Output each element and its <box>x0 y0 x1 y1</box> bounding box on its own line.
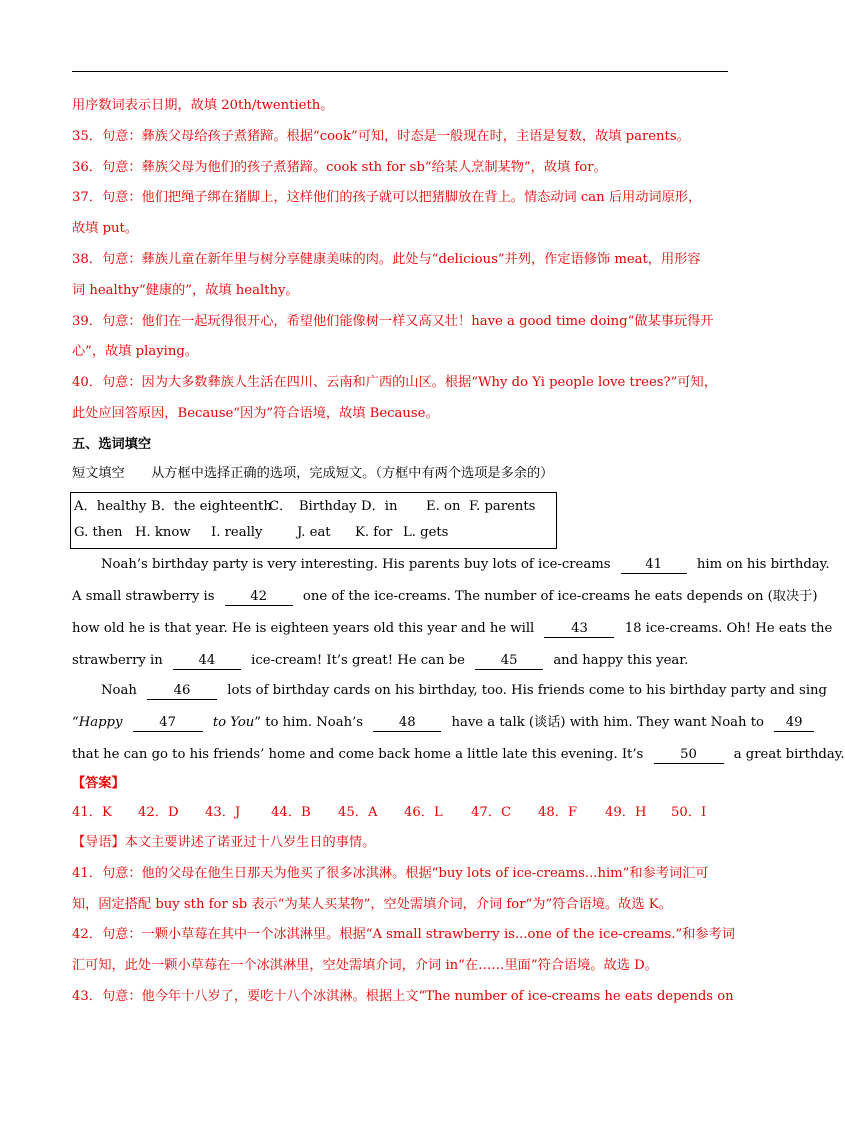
option-h: H. know <box>135 525 191 540</box>
blank-45: 45 <box>475 653 543 670</box>
explanation-line: 42．句意：一颗小草莓在其中一个冰淇淋里。根据“A small strawberry is...one of the ice-creams.”和参考词 <box>72 927 735 942</box>
header-rule <box>72 71 728 72</box>
passage-line <box>72 746 845 764</box>
explanation-line: 43．句意：他今年十八岁了，要吃十八个冰淇淋。根据上文“The number of ice-creams he eats depends on <box>72 989 734 1004</box>
passage-text: him on his birthday. <box>696 557 830 572</box>
blank-44: 44 <box>173 653 241 670</box>
answer-45: 45．A <box>338 805 378 820</box>
passage-text: and happy this year. <box>553 653 689 668</box>
option-f: F. parents <box>469 499 536 514</box>
passage-text: strawberry in <box>72 653 163 668</box>
passage-text: A small strawberry is <box>72 589 215 604</box>
section-title: 五、选词填空 <box>72 437 152 452</box>
passage-line <box>101 556 830 574</box>
explanation-line: 用序数词表示日期，故填 20th/twentieth。 <box>72 98 334 113</box>
blank-41: 41 <box>621 557 687 574</box>
explanation-line: 故填 put。 <box>72 221 138 236</box>
explanation-line: 38．句意：彝族儿童在新年里与树分享健康美味的肉。此处与“delicious”并列，作定语修饰 meat，用形容 <box>72 252 701 267</box>
passage-line <box>72 620 833 638</box>
option-d: D．in <box>361 499 398 514</box>
blank-48: 48 <box>373 715 441 732</box>
option-a: A．healthy <box>74 499 147 514</box>
explanation-line: 35．句意：彝族父母给孩子煮猪蹄。根据“cook”可知，时态是一般现在时，主语是复数，故填 parents。 <box>72 129 690 144</box>
passage-text: ice-cream! It’s great! He can be <box>251 653 465 668</box>
blank-50: 50 <box>654 747 724 764</box>
option-b: B．the eighteenth <box>151 499 272 514</box>
answer-49: 49．H <box>605 805 647 820</box>
passage-line <box>72 714 803 732</box>
passage-text: Noah <box>101 683 137 698</box>
guide-text: 【导语】本文主要讲述了诺亚过十八岁生日的事情。 <box>72 835 376 850</box>
passage-text: a great birthday. <box>733 747 845 762</box>
answer-50: 50．I <box>671 805 707 820</box>
explanation-line: 37．句意：他们把绳子绑在猪脚上，这样他们的孩子就可以把猪脚放在背上。情态动词 can 后用动词原形， <box>72 190 702 205</box>
passage-text: “Happy <box>72 715 123 730</box>
answer-44: 44．B <box>271 805 311 820</box>
passage-text: that he can go to his friends’ home and come back home a little late this evening. It’s <box>72 747 644 762</box>
blank-47: 47 <box>133 715 203 732</box>
explanation-line: 此处应回答原因，Because“因为”符合语境，故填 Because。 <box>72 406 439 421</box>
option-i: I. really <box>211 525 263 540</box>
passage-text: lots of birthday cards on his birthday, too. His friends come to his birthday party and sing <box>227 683 827 698</box>
blank-46: 46 <box>147 683 217 700</box>
passage-text: have a talk (谈话) with him. They want Noah to <box>451 715 764 730</box>
explanation-line: 汇可知，此处一颗小草莓在一个冰淇淋里，空处需填介词，介词 in“在……里面”符合语境。故选 D。 <box>72 958 658 973</box>
option-l: L. gets <box>403 525 449 540</box>
options-box <box>70 492 557 549</box>
explanation-line: 39．句意：他们在一起玩得很开心，希望他们能像树一样又高又壮！have a good time doing“做某事玩得开 <box>72 314 714 329</box>
answer-heading: 【答案】 <box>72 776 125 791</box>
explanation-line: 心”，故填 playing。 <box>72 344 198 359</box>
option-c: C． Birthday <box>269 499 357 514</box>
answer-47: 47．C <box>471 805 512 820</box>
passage-line <box>101 682 827 700</box>
answer-row <box>72 804 728 822</box>
answer-43: 43．J <box>205 805 241 820</box>
answer-48: 48．F <box>538 805 578 820</box>
passage-text: ” to him. Noah’s <box>254 715 364 730</box>
passage-text: Noah’s birthday party is very interesting. His parents buy lots of ice-creams <box>101 557 611 572</box>
passage-text: one of the ice-creams. The number of ice-creams he eats depends on (取决于) <box>302 589 818 604</box>
answer-46: 46．L <box>404 805 443 820</box>
answer-41: 41．K <box>72 805 112 820</box>
passage-line <box>72 588 818 606</box>
passage-line <box>72 652 728 670</box>
explanation-line: 40．句意：因为大多数彝族人生活在四川、云南和广西的山区。根据“Why do Yi people love trees?”可知， <box>72 375 717 390</box>
answer-42: 42．D <box>138 805 179 820</box>
passage-text: 18 ice-creams. Oh! He eats the <box>624 621 833 636</box>
explanation-line: 知，固定搭配 buy sth for sb 表示“为某人买某物”，空处需填介词，介词 for“为”符合语境。故选 K。 <box>72 897 672 912</box>
explanation-line: 41．句意：他的父母在他生日那天为他买了很多冰淇淋。根据“buy lots of ice-creams...him”和参考词汇可 <box>72 866 709 881</box>
option-g: G. then <box>74 525 123 540</box>
explanation-line: 词 healthy“健康的”，故填 healthy。 <box>72 283 299 298</box>
instruction: 短文填空 从方框中选择正确的选项，完成短文。（方框中有两个选项是多余的） <box>72 466 554 481</box>
option-j: J. eat <box>297 525 331 540</box>
option-k: K. for <box>355 525 393 540</box>
explanation-line: 36．句意：彝族父母为他们的孩子煮猪蹄。cook sth for sb“给某人烹制某物”，故填 for。 <box>72 160 607 175</box>
blank-43: 43 <box>544 621 614 638</box>
blank-42: 42 <box>225 589 293 606</box>
option-e: E. on <box>426 499 461 514</box>
passage-text: to You <box>212 715 255 730</box>
passage-text: how old he is that year. He is eighteen years old this year and he will <box>72 621 535 636</box>
blank-49: 49 <box>774 715 814 732</box>
